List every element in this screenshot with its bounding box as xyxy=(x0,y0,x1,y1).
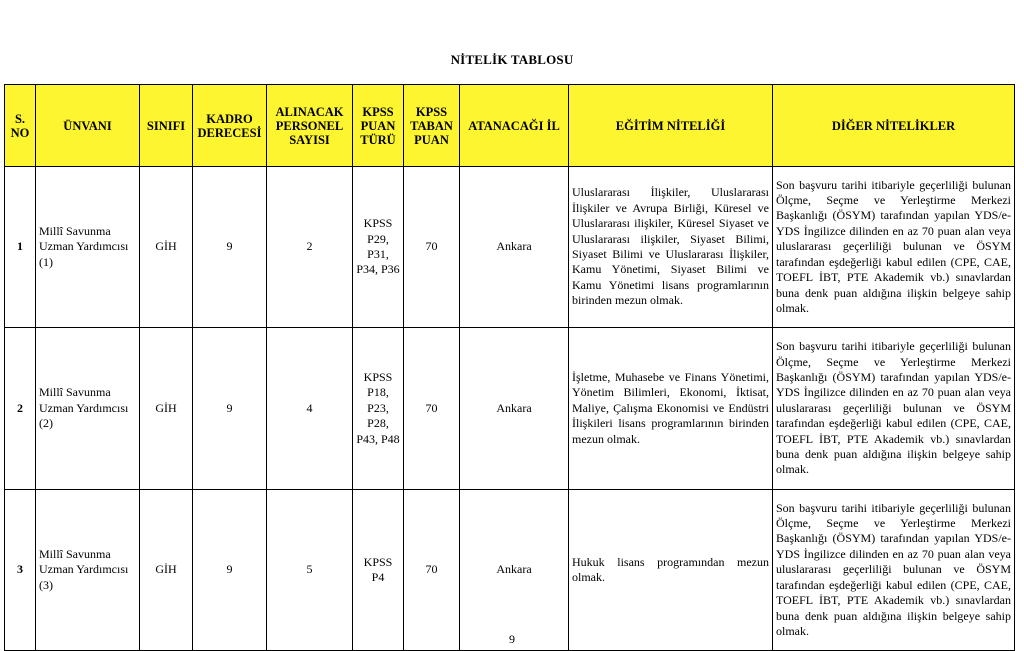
cell-no: 3 xyxy=(5,490,36,651)
cell-sinifi: GİH xyxy=(140,328,193,490)
cell-alinacak: 4 xyxy=(267,328,353,490)
cell-unvani: Millî Savunma Uzman Yardımcısı (3) xyxy=(36,490,140,651)
cell-unvani: Millî Savunma Uzman Yardımcısı (2) xyxy=(36,328,140,490)
cell-kadro: 9 xyxy=(193,167,267,328)
cell-egitim: Uluslararası İlişkiler, Uluslararası İlişkiler ve Avrupa Birliği, Küresel ve Uluslararası ilişkiler, Küresel Siyaset ve Uluslararası ilişkiler, Siyaset Bilimi, Siyaset Bilimi ve Uluslararası İlişkiler, Kamu Yönetimi, Siyaset Bilimi ve Kamu Yönetimi lisans programlarının birinden mezun olmak. xyxy=(569,167,773,328)
cell-sinifi: GİH xyxy=(140,490,193,651)
header-egitim: EĞİTİM NİTELİĞİ xyxy=(569,85,773,167)
cell-il: Ankara xyxy=(460,167,569,328)
page-title: NİTELİK TABLOSU xyxy=(450,52,574,67)
cell-no: 2 xyxy=(5,328,36,490)
cell-taban: 70 xyxy=(404,490,460,651)
page-number: 9 xyxy=(509,632,515,646)
cell-egitim: Hukuk lisans programından mezun olmak. xyxy=(569,490,773,651)
header-kadro: KADRO DERECESİ xyxy=(193,85,267,167)
cell-puan-turu: KPSS P18, P23, P28, P43, P48 xyxy=(353,328,404,490)
cell-egitim: İşletme, Muhasebe ve Finans Yönetimi, Yönetim Bilimleri, Ekonomi, İktisat, Maliye, Çalışma Ekonomisi ve Endüstri İlişkileri lisans programlarının birinden mezun olmak. xyxy=(569,328,773,490)
table-row xyxy=(5,167,1015,328)
cell-alinacak: 5 xyxy=(267,490,353,651)
table-row xyxy=(5,328,1015,490)
cell-kadro: 9 xyxy=(193,328,267,490)
cell-taban: 70 xyxy=(404,328,460,490)
cell-il: Ankara xyxy=(460,328,569,490)
header-row xyxy=(5,85,1015,167)
cell-il: Ankara xyxy=(460,490,569,651)
cell-kadro: 9 xyxy=(193,490,267,651)
header-sno: S. NO xyxy=(5,85,36,167)
header-puan-turu: KPSS PUAN TÜRÜ xyxy=(353,85,404,167)
cell-diger: Son başvuru tarihi itibariyle geçerliliği bulunan Ölçme, Seçme ve Yerleştirme Merkezi Başkanlığı (ÖSYM) tarafından yapılan YDS/e-YDS İngilizce dilinden en az 70 puan alan veya uluslararası geçerliliği bulunan ve ÖSYM tarafından eşdeğerliği kabul edilen (CPE, CAE, TOEFL İBT, PTE Akademik vb.) sınavlardan buna denk puan aldığına ilişkin belgeye sahip olmak. xyxy=(773,167,1015,328)
header-taban: KPSS TABAN PUAN xyxy=(404,85,460,167)
cell-taban: 70 xyxy=(404,167,460,328)
cell-unvani: Millî Savunma Uzman Yardımcısı (1) xyxy=(36,167,140,328)
cell-diger: Son başvuru tarihi itibariyle geçerliliği bulunan Ölçme, Seçme ve Yerleştirme Merkezi Başkanlığı (ÖSYM) tarafından yapılan YDS/e-YDS İngilizce dilinden en az 70 puan alan veya uluslararası geçerliliği bulunan ve ÖSYM tarafından eşdeğerliği kabul edilen (CPE, CAE, TOEFL İBT, PTE Akademik vb.) sınavlardan buna denk puan aldığına ilişkin belgeye sahip olmak. xyxy=(773,490,1015,651)
cell-puan-turu: KPSS P29, P31, P34, P36 xyxy=(353,167,404,328)
header-unvani: ÜNVANI xyxy=(36,85,140,167)
cell-diger: Son başvuru tarihi itibariyle geçerliliği bulunan Ölçme, Seçme ve Yerleştirme Merkezi Başkanlığı (ÖSYM) tarafından yapılan YDS/e-YDS İngilizce dilinden en az 70 puan alan veya uluslararası geçerliliği bulunan ve ÖSYM tarafından eşdeğerliği kabul edilen (CPE, CAE, TOEFL İBT, PTE Akademik vb.) sınavlardan buna denk puan aldığına ilişkin belgeye sahip olmak. xyxy=(773,328,1015,490)
qualification-table xyxy=(4,84,1015,651)
cell-no: 1 xyxy=(5,167,36,328)
header-sinifi: SINIFI xyxy=(140,85,193,167)
header-alinacak: ALINACAK PERSONEL SAYISI xyxy=(267,85,353,167)
cell-sinifi: GİH xyxy=(140,167,193,328)
cell-alinacak: 2 xyxy=(267,167,353,328)
header-diger: DİĞER NİTELİKLER xyxy=(773,85,1015,167)
header-il: ATANACAĞI İL xyxy=(460,85,569,167)
cell-puan-turu: KPSS P4 xyxy=(353,490,404,651)
table-row xyxy=(5,490,1015,651)
